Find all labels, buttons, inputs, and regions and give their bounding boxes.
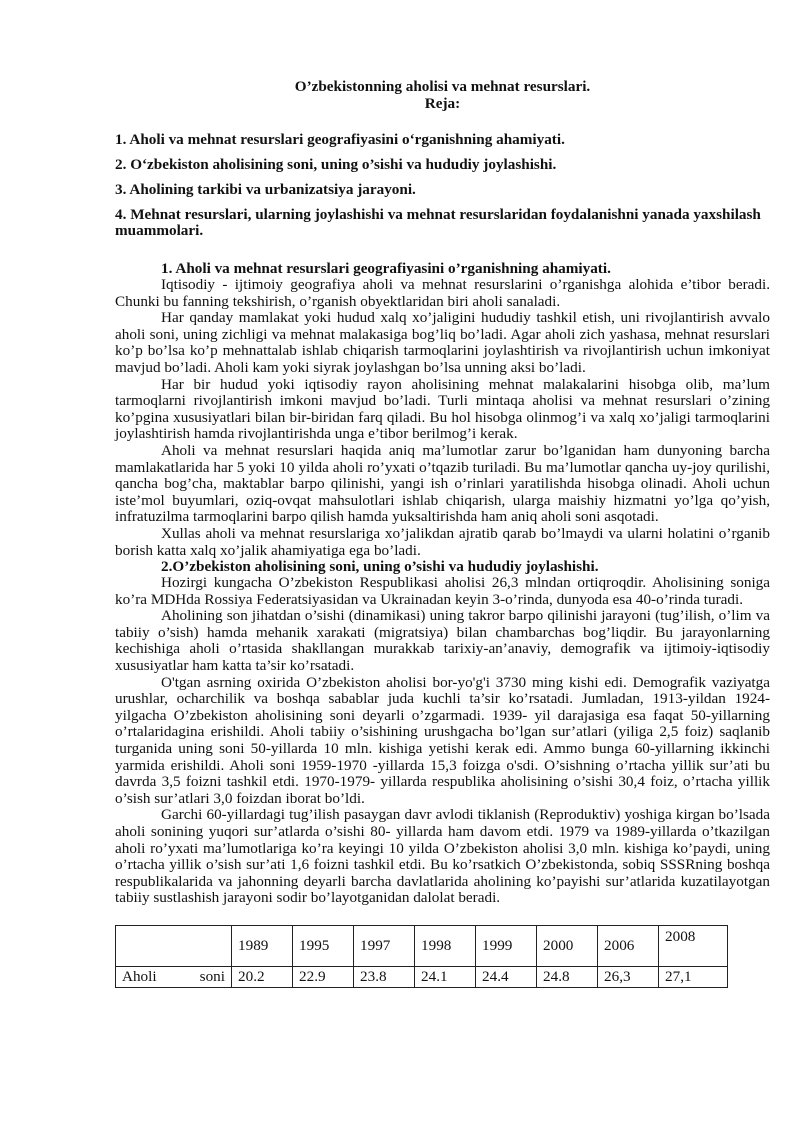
year-cell: 2000 [537, 925, 598, 966]
value-cell: 27,1 [659, 966, 728, 987]
row-label-word: soni [199, 967, 225, 985]
year-cell: 1998 [415, 925, 476, 966]
plan-item-2: 2. O‘zbekiston aholisining soni, uning o’sishi va hududiy joylashishi. [115, 156, 557, 173]
plan-heading: Reja: [424, 95, 461, 112]
section-2-paragraph-1: Hozirgi kungacha O’zbekiston Respublikasi aholisi 26,3 mlndan ortiqroqdir. Aholisining soniga ko’ra MDHda Rossiya Federatsiyasidan va Ukrainadan keyin 3-o’rinda, dunyoda esa 40-o’rinda turadi. [115, 574, 770, 608]
value-cell: 24.4 [476, 966, 537, 987]
population-table [115, 925, 728, 988]
table-corner-cell [116, 925, 232, 966]
row-label-word: Aholi [122, 967, 157, 985]
value-cell: 26,3 [598, 966, 659, 987]
year-cell: 2006 [598, 925, 659, 966]
plan-item-3: 3. Aholining tarkibi va urbanizatsiya jarayoni. [115, 181, 416, 198]
section-1-paragraph-4: Aholi va mehnat resurslari haqida aniq ma’lumotlar zarur bo’lganidan ham dunyoning barcha mamlakatlarida har 5 yoki 10 yilda aholi ro’yxati o’tqazib turiladi. Bu ma’lumotlar qancha uy-joy qurilishi, qancha bog’cha, maktablar barpo qilinishi, yangi ish o’rinlari yaratilishda hisobga olinadi. Aholi uchun iste’mol buyumlari, oziq-ovqat mahsulotlari ishlab chiqarish, ularga maishiy hizmatni yo’lga qo’yish, infratuzilma tarmoqlarini barpo qilish hamda yuksaltirishda ham aniq aholi soni asqotadi. [115, 441, 770, 526]
section-1-paragraph-5: Xullas aholi va mehnat resurslariga xo’jalikdan ajratib qarab bo’lmaydi va ularni holatini o’rganib borish katta xalq xo’jalik ahamiyatiga ega bo’ladi. [115, 524, 770, 559]
year-cell: 2008 [659, 925, 728, 966]
table-values-row [116, 966, 728, 987]
section-1-paragraph-3: Har bir hudud yoki iqtisodiy rayon aholisining mehnat malakalarini hisobga olib, ma’lum tarmoqlarni rivojlantirish imkoni mavjud bo’ladi. Turli mintaqa aholisi va mehnat resurslari o’zining ko’pgina xususiyatlari bilan bir-biridan farq qiladi. Bu hol hisobga olinmog’i va xalq xo’jaligi tarmoqlarini joylashtirish hamda rivojlantirishda unga e’tibor berilmog’i kerak. [115, 375, 770, 443]
section-1-paragraph-2: Har qanday mamlakat yoki hudud xalq xo’jaligini hududiy tashkil etish, uni rivojlantirish avvalo aholi soni, uning zichligi va mehnat malakasiga bog’liq bo’ladi. Agar aholi zich yashasa, mehnat resurslari ko’p bo’lsa ko’p mehnattalab ishlab chiqarish tarmoqlarini joylashtirish va rivojlantirish uchun imkoniyat mavjud bo’ladi. Aholi kam yoki siyrak joylashgan bo’lsa unning aksi bo’ladi. [115, 309, 770, 376]
section-2-paragraph-2: Aholining son jihatdan o’sishi (dinamikasi) uning takror barpo qilinishi jarayoni (tug’ilish, o’lim va tabiiy o’sish) hamda mehanik xarakati (migratsiya) bilan chambarchas bog’liqdir. Bu jarayonlarning kechishiga aholi o’rtasida shakllangan murakkab tarixiy-an’anaviy, demografik va ijtimoiy-iqtisodiy xususiyatlar ham katta ta’sir ko’rsatadi. [115, 607, 770, 675]
value-cell: 22.9 [293, 966, 354, 987]
year-cell: 1995 [293, 925, 354, 966]
section-2-paragraph-3: O'tgan asrning oxirida O’zbekiston aholisi bor-yo'g'i 3730 ming kishi edi. Demografik vaziyatga urushlar, ocharchilik va boshqa sabablar juda kuchli ta’sir ko’rsatadi. Jumladan, 1913-yildan 1924- yilgacha O’zbekiston aholisining soni deyarli o’zgarmadi. 1939- yil darajasiga esa faqat 50-yillarning o’rtalaridagina erishildi. Aholi tabiiy o’sishining urushgacha bo’lgan sur’atlari (yiliga 2,5 foiz) saqlanib turganida uning soni 50-yillarda 10 mln. kishiga yetishi kerak edi. Ammo bunga 60-yillarning ikkinchi yarmida erishildi. Aholi soni 1959-1970 -yillarda 15,3 foizga o'sdi. O’sishning o’rtacha yillik sur’ati bu davrda 3,5 foizni tashkil etdi. 1970-1979- yillarda respublika aholisining o’sishi 30,4 foiz, o’rtacha yillik o’sish sur’atlari 3,0 foizdan iborat bo’ldi. [115, 673, 770, 807]
value-cell: 24.1 [415, 966, 476, 987]
value-cell: 20.2 [232, 966, 293, 987]
value-cell: 23.8 [354, 966, 415, 987]
section-2-heading: 2.O’zbekiston aholisining soni, uning o’sishi va hududiy joylashishi. [161, 558, 599, 576]
section-2-paragraph-4: Garchi 60-yillardagi tug’ilish pasaygan davr avlodi tiklanish (Reproduktiv) yoshiga kirgan bo’lsada aholi sonining yuqori sur’atlarda o’sishi 80- yillarda ham davom etdi. 1979 va 1989-yillarda o’tkazilgan aholi ro’yxati ma’lumotlariga ko’ra keyingi 10 yilda O’zbekiston aholisi 3,0 mln. kishiga ko’paydi, uning o’rtacha yillik o’sish sur’ati 1,6 foizni tashkil etdi. Bu ko’rsatkich O’zbekistonda, sobiq SSSRning boshqa respublikalarida va jahonning deyarli barcha davlatlarida aholining ko’payishi sur’atlarida kuzatilayotgan tabiiy sustlashish jarayoni sodir bo’layotganidan dalolat beradi. [115, 806, 770, 907]
value-cell: 24.8 [537, 966, 598, 987]
row-label-cell [116, 966, 232, 987]
year-cell: 1989 [232, 925, 293, 966]
document-title: O’zbekistonning aholisi va mehnat resurslari. [294, 78, 591, 95]
table-header-row [116, 925, 728, 966]
year-cell: 1999 [476, 925, 537, 966]
year-cell: 1997 [354, 925, 415, 966]
plan-item-4: 4. Mehnat resurslari, ularning joylashishi va mehnat resurslaridan foydalanishni yanada yaxshilash muammolari. [115, 206, 761, 239]
plan-item-1: 1. Aholi va mehnat resurslari geografiyasini o‘rganishning ahamiyati. [115, 131, 565, 148]
document-page [115, 72, 770, 988]
section-1-paragraph-1: Iqtisodiy - ijtimoiy geografiya aholi va mehnat resurslarini o’rganishga alohida e’tibor beradi. Chunki bu fanning tekshirish, o’rganish obyektlaridan biri aholi sanaladi. [115, 276, 770, 310]
section-1-heading: 1. Aholi va mehnat resurslari geografiyasini o’rganishning ahamiyati. [161, 260, 611, 277]
